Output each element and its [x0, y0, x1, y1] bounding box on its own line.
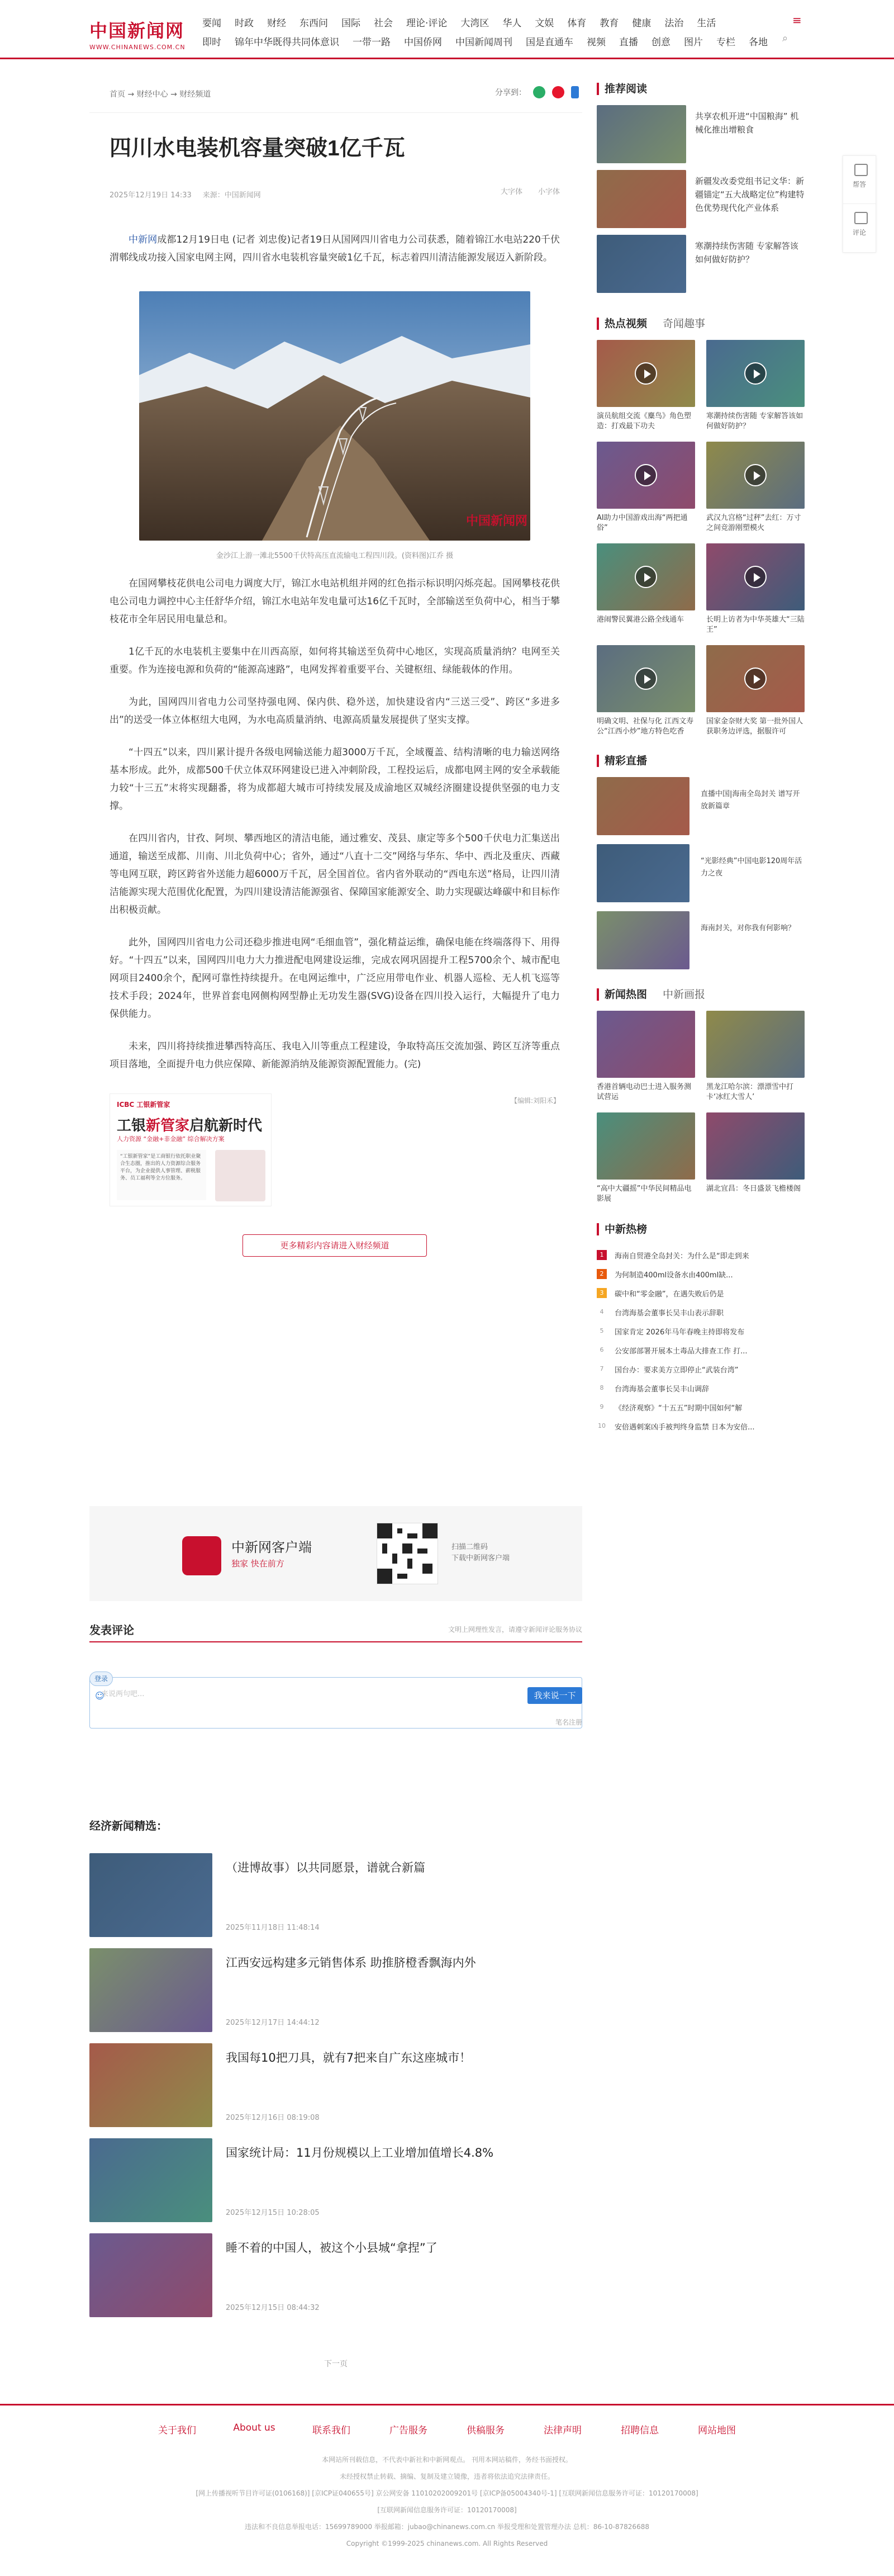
- article-paragraph: 在国网攀枝花供电公司电力调度大厅，锦江水电站机组并网的红色指示标识明闪烁亮起。国网攀枝花供电公司电力调控中心主任舒华介绍，锦江水电站年发电量可达16亿千瓦时，全部输送至负荷中心，相当于攀枝花市全年居民用电量总和。: [110, 578, 560, 625]
- recommend-item[interactable]: [597, 105, 805, 165]
- video-title[interactable]: 明确文明、社保与化 江西文寿公“江西小炒”地方特色吃香: [597, 717, 694, 736]
- hot-list-item[interactable]: [597, 1341, 805, 1360]
- nav-row-primary: [202, 12, 811, 31]
- news-thumbnail[interactable]: [89, 2233, 212, 2317]
- share-bar: [495, 86, 579, 98]
- comment-header: [89, 1621, 582, 1642]
- news-time: 2025年11月18日 11:48:14: [226, 1924, 320, 1932]
- hot-image-sub-tab[interactable]: 中新画报: [663, 988, 706, 1001]
- play-icon[interactable]: [744, 362, 767, 385]
- hot-title[interactable]: 安倍遇刺案凶手被判终身监禁 日本为安倍...: [615, 1423, 755, 1432]
- hot-list-item[interactable]: [597, 1303, 805, 1322]
- hot-list-item[interactable]: [597, 1284, 805, 1303]
- nav-item[interactable]: 中国新闻周刊: [455, 36, 512, 48]
- icbc-logo: ICBC 工银新管家: [117, 1101, 170, 1109]
- video-thumbnail[interactable]: [706, 340, 805, 407]
- login-avatar[interactable]: 登录: [89, 1671, 113, 1686]
- article-paragraph: 为此，国网四川省电力公司坚持强电网、保内供、稳外送，加快建设省内“三送三受”、跨区“多进多出”的送受一体立体枢纽大电网，为水电高质量消纳、电源高质量发展提供了坚实支撑。: [110, 697, 560, 726]
- footer-line: Copyright ©1999-2025 chinanews.com. All Rights Reserved: [346, 2540, 548, 2547]
- news-title[interactable]: 睡不着的中国人，被这个小县城“拿捏”了: [226, 2241, 438, 2255]
- icbc-person-image: [215, 1150, 265, 1201]
- comment-section: [89, 1621, 582, 1729]
- article-time: 2025年12月19日 14:33: [110, 191, 192, 200]
- floating-toolbar: [843, 155, 876, 253]
- news-time: 2025年12月16日 08:19:08: [226, 2114, 320, 2122]
- nav-item[interactable]: 国是直通车: [526, 36, 573, 48]
- hot-image-heading: 新闻热图 中新画报: [597, 988, 805, 1001]
- rank-number: 4: [600, 1308, 604, 1315]
- nav-item[interactable]: 国际: [341, 17, 360, 29]
- hot-image-title[interactable]: 湖北宜昌：冬日盛景飞檐楼阁: [706, 1185, 801, 1193]
- live-thumbnail[interactable]: [597, 911, 689, 969]
- article-paragraph: 1亿千瓦的水电装机主要集中在川西高原，如何将其输送至负荷中心地区，实现高质量消纳？电网至关重要。作为连接电源和负荷的“能源高速路”，电网发挥着重要平台、关键枢纽、绿能载体的作用。: [110, 646, 560, 675]
- nav-item[interactable]: 大湾区: [460, 17, 489, 29]
- footer-nav: [0, 2422, 894, 2436]
- video-heading: 热点视频 奇闻趣事: [597, 318, 805, 330]
- nav-item[interactable]: 教育: [600, 17, 619, 29]
- play-icon[interactable]: [744, 566, 767, 588]
- play-icon[interactable]: [635, 464, 657, 486]
- nav-item[interactable]: 东西问: [299, 17, 328, 29]
- comment-button[interactable]: 评论: [843, 204, 876, 252]
- footer-link[interactable]: 关于我们: [158, 2425, 196, 2436]
- video-item[interactable]: [706, 340, 805, 433]
- footer-link[interactable]: About us: [233, 2422, 275, 2433]
- nav-item[interactable]: 财经: [267, 17, 286, 29]
- comment-footnote[interactable]: 笔名注册: [555, 1718, 582, 1726]
- rank-number: 7: [600, 1365, 604, 1372]
- recommend-title[interactable]: 共享农机开进“中国粮海” 机械化推出增粮食: [695, 111, 799, 135]
- video-title[interactable]: AI助力中国游戏出海“两把通俗”: [597, 514, 688, 532]
- emoji-icon[interactable]: ☺: [95, 1690, 104, 1701]
- icbc-tagline: 人力资源 “金融+非金融” 综合解决方案: [117, 1135, 225, 1143]
- recommend-item[interactable]: [597, 170, 805, 230]
- app-slogan: 独家 快在前方: [231, 1559, 284, 1569]
- qr-code: [377, 1523, 438, 1584]
- hot-image-item[interactable]: [597, 1011, 695, 1104]
- footer-link[interactable]: 供稿服务: [467, 2425, 505, 2436]
- hot-image-thumbnail[interactable]: [706, 1011, 805, 1078]
- recommend-title[interactable]: 寒潮持续伤害随 专家解答该如何做好防护？: [695, 241, 798, 264]
- article-paragraph: 中新网成都12月19日电 (记者 刘忠俊)记者19日从国网四川省电力公司获悉，随着锦江水电站220千伏渭郫线成功接入国家电网主网，四川省水电装机容量突破1亿千瓦，标志着四川清洁能源发展迈入新阶段。: [110, 234, 560, 263]
- site-header: [0, 0, 894, 59]
- play-icon[interactable]: [635, 667, 657, 690]
- video-item[interactable]: [597, 645, 695, 738]
- svg-text:中国新闻网: 中国新闻网: [466, 514, 528, 528]
- hot-image-item[interactable]: [706, 1011, 805, 1104]
- icbc-ad[interactable]: [110, 1093, 272, 1206]
- nav-item[interactable]: 图片: [684, 36, 703, 48]
- mobile-icon[interactable]: [571, 86, 579, 98]
- video-item[interactable]: [597, 543, 695, 636]
- hot-list-item[interactable]: [597, 1322, 805, 1341]
- rank-number: 2: [597, 1269, 607, 1279]
- video-thumbnail[interactable]: [706, 645, 805, 712]
- video-title[interactable]: 长明上访者为中华英雄大“三陆王”: [706, 615, 805, 634]
- news-list-item[interactable]: [89, 2138, 582, 2223]
- app-logo-icon: [182, 1536, 221, 1575]
- main-nav: [202, 12, 811, 50]
- source-link[interactable]: 中新网: [129, 234, 158, 245]
- icbc-headline: 工银新管家启航新时代: [117, 1117, 263, 1134]
- play-icon[interactable]: [635, 362, 657, 385]
- video-title[interactable]: 港闹警民翼港公路全线通车: [597, 615, 684, 624]
- comment-input[interactable]: [89, 1677, 582, 1729]
- rank-number: 9: [600, 1403, 604, 1410]
- video-title[interactable]: 国家金奈财大奖 第一批外国人获职务边评选，据服许可: [706, 717, 803, 736]
- hot-title[interactable]: 碳中和“零金融”，在遇失败后仍是: [615, 1290, 724, 1299]
- footer-link[interactable]: 网站地图: [698, 2425, 736, 2436]
- share-label: 分享到：: [495, 88, 526, 97]
- video-item[interactable]: [706, 543, 805, 636]
- nav-item[interactable]: 创意: [652, 36, 670, 48]
- hot-image-thumbnail[interactable]: [597, 1112, 695, 1180]
- nav-item[interactable]: 锦年中华既得共同体意识: [235, 36, 339, 48]
- video-item[interactable]: [706, 442, 805, 534]
- sidebar: [597, 83, 805, 1436]
- live-title[interactable]: 直播中国|海南全岛封关 谱写开放新篇章: [701, 790, 800, 811]
- send-comment-button[interactable]: 我来说一下: [527, 1687, 582, 1704]
- news-thumbnail[interactable]: [89, 1853, 212, 1937]
- comment-placeholder: 来说两句吧...: [101, 1690, 145, 1698]
- video-sub-tab[interactable]: 奇闻趣事: [663, 318, 706, 330]
- photo-caption: 金沙江上游一滩北5500千伏特高压直流输电工程四川段。(资料图)江乔 摄: [216, 552, 454, 560]
- news-title[interactable]: 我国每10把刀具，就有7把来自广东这座城市！: [226, 2051, 472, 2064]
- footer-line: 本网站所刊载信息，不代表中新社和中新网观点。 刊用本网站稿件，务经书面授权。: [322, 2456, 572, 2464]
- video-thumbnail[interactable]: [597, 442, 695, 509]
- footer-link[interactable]: 招聘信息: [621, 2425, 659, 2436]
- recommend-thumbnail[interactable]: [597, 105, 686, 163]
- hot-title[interactable]: 国家肯定 2026年马年春晚主持即将发布: [615, 1328, 745, 1337]
- news-title[interactable]: 国家统计局：11月份规模以上工业增加值增长4.8%: [226, 2146, 494, 2160]
- site-footer: [0, 2404, 894, 2576]
- wechat-icon[interactable]: [533, 86, 545, 98]
- live-title[interactable]: 海南封关，对你我有何影响？: [701, 924, 796, 932]
- rank-number: 8: [600, 1384, 604, 1391]
- weibo-icon[interactable]: [552, 86, 564, 98]
- breadcrumb[interactable]: 首页 → 财经中心 → 财经频道: [110, 90, 211, 99]
- hot-title[interactable]: 公安部部署开展本土毒品大排查工作 打...: [615, 1347, 748, 1356]
- video-item[interactable]: [597, 340, 695, 433]
- hot-list-item[interactable]: [597, 1246, 805, 1265]
- news-title[interactable]: 江西安远构建多元销售体系 助推脐橙香飘海内外: [226, 1956, 476, 1969]
- hot-list-item[interactable]: [597, 1265, 805, 1284]
- news-thumbnail[interactable]: [89, 2043, 212, 2127]
- economy-picks: [89, 1817, 582, 2318]
- footer-line: 违法和不良信息举报电话：15699789000 举报邮箱：jubao@chinanews.com.cn 举报受理和处置管理办法 总机：86-10-87826688: [245, 2523, 649, 2531]
- hot-list-item[interactable]: [597, 1360, 805, 1379]
- hot-image-item[interactable]: [706, 1112, 805, 1205]
- footer-link[interactable]: 联系我们: [312, 2425, 350, 2436]
- nav-item[interactable]: 一带一路: [353, 36, 391, 48]
- rank-number: 3: [597, 1288, 607, 1298]
- hot-image-thumbnail[interactable]: [706, 1112, 805, 1180]
- play-icon[interactable]: [635, 566, 657, 588]
- nav-item[interactable]: 健康: [632, 17, 652, 29]
- menu-icon[interactable]: ≡: [792, 13, 802, 27]
- article-meta: [110, 189, 560, 200]
- news-list-item[interactable]: [89, 2233, 582, 2318]
- footer-link[interactable]: 广告服务: [389, 2425, 427, 2436]
- hot-image-title[interactable]: “高中大疆摇”中华民间精品电影展: [597, 1185, 692, 1203]
- news-title[interactable]: （进博故事）以共同愿景，谱就合新篇: [226, 1861, 425, 1874]
- recommend-thumbnail[interactable]: [597, 170, 686, 228]
- ad-area: [110, 1093, 560, 1209]
- hot-title[interactable]: 为何制造400ml设备水由400ml缺...: [615, 1271, 733, 1280]
- news-list-item[interactable]: [89, 1948, 582, 2033]
- article-title: 四川水电装机容量突破1亿千瓦: [110, 136, 405, 160]
- font-size-controls: [501, 186, 560, 196]
- play-icon[interactable]: [744, 667, 767, 690]
- nav-item[interactable]: 中国侨网: [404, 36, 442, 48]
- search-icon[interactable]: ⌕: [782, 32, 788, 44]
- news-time: 2025年12月15日 08:44:32: [226, 2304, 320, 2312]
- recommend-thumbnail[interactable]: [597, 235, 686, 293]
- rank-number: 1: [597, 1250, 607, 1260]
- live-title[interactable]: “光影经典”中国电影120周年活力之夜: [701, 857, 802, 878]
- nav-item[interactable]: 专栏: [716, 36, 735, 48]
- video-thumbnail[interactable]: [597, 543, 695, 610]
- video-thumbnail[interactable]: [597, 645, 695, 712]
- article-paragraph: “十四五”以来，四川累计提升各级电网输送能力超3000万千瓦，全域覆盖、结构清晰的电力输送网络基本形成。此外，成都500千伏立体双环网建设已进入冲刺阶段，工程投运后，成都电网主网的安全承载能力较“十三五”末将实现翻番，将为成都超大城市可持续发展及成渝地区双城经济圈建设提供坚强的电力支撑。: [110, 747, 560, 812]
- nav-item[interactable]: 时政: [235, 17, 254, 29]
- article-paragraph: 在四川省内，甘孜、阿坝、攀西地区的清洁电能，通过雅安、茂县、康定等多个500千伏电力汇集送出通道，输送至成都、川南、川北负荷中心；省外，通过“八直十二交”网络与华东、华中、西北及重庆、西藏等电网互联，跨区跨省外送能力超6000万千瓦，居全国首位。省内省外联动的“西电东送”格局，让四川清洁能源实现大范围优化配置，为四川建设清洁能源强省、保障国家能源安全、助力实现碳达峰碳中和目标作出积极贡献。: [110, 833, 560, 916]
- rank-number: 6: [600, 1346, 604, 1353]
- video-thumbnail[interactable]: [597, 340, 695, 407]
- live-item[interactable]: [597, 844, 805, 905]
- article-body: [89, 131, 582, 1257]
- nav-item[interactable]: 文娱: [535, 17, 554, 29]
- article-paragraph: 未来，四川将持续推进攀西特高压、我电入川等重点工程建设，争取特高压交流加强、跨区互济等重点项目落地，全面提升电力供应保障、新能源消纳及能源资源配置能力。(完): [110, 1041, 560, 1070]
- hot-list-heading: 中新热榜: [597, 1223, 805, 1235]
- logo-url: WWW.CHINANEWS.COM.CN: [89, 44, 186, 51]
- hot-title[interactable]: 台湾海基会董事长吴丰山调辞: [615, 1385, 710, 1394]
- hot-image-title[interactable]: 香港首辆电动巴士进入服务测试营运: [597, 1083, 692, 1101]
- video-item[interactable]: [597, 442, 695, 534]
- news-thumbnail[interactable]: [89, 2138, 212, 2222]
- recommend-item[interactable]: [597, 235, 805, 295]
- nav-item[interactable]: 要闻: [202, 17, 221, 29]
- hot-title[interactable]: 《经济观察》“十五五”时期中国如何“解: [615, 1404, 743, 1413]
- recommend-heading: 推荐阅读: [597, 83, 805, 95]
- nav-item[interactable]: 华人: [502, 17, 522, 29]
- qr-text: 扫描二维码 下载中新网客户端: [451, 1543, 510, 1562]
- video-thumbnail[interactable]: [706, 442, 805, 509]
- nav-item[interactable]: 法治: [664, 17, 684, 29]
- news-list-item[interactable]: [89, 1853, 582, 1938]
- comment-title: 发表评论: [89, 1623, 134, 1637]
- footer-line: [网上传播视听节目许可证(0106168)] [京ICP证040655号] 京公网安备 11010202009201号 [京ICP备05004340号-1] [互联网新闻信息服务许可证：10120170008]: [196, 2489, 698, 2497]
- hot-image-title[interactable]: 黑龙江哈尔滨：漂漂雪中打卡‘冰红大雪人’: [706, 1083, 794, 1101]
- hot-image-item[interactable]: [597, 1112, 695, 1205]
- app-download-banner[interactable]: [89, 1506, 582, 1601]
- nav-item[interactable]: 社会: [374, 17, 393, 29]
- nav-item[interactable]: 各地: [749, 36, 768, 48]
- hot-list-item[interactable]: [597, 1379, 805, 1398]
- live-item[interactable]: [597, 777, 805, 837]
- news-time: 2025年12月15日 10:28:05: [226, 2209, 320, 2217]
- play-icon[interactable]: [744, 464, 767, 486]
- nav-item[interactable]: 视频: [587, 36, 606, 48]
- nav-item[interactable]: 即时: [202, 36, 221, 48]
- editor-tag: 【编辑:刘阳禾】: [510, 1097, 560, 1105]
- comment-rule[interactable]: 文明上网理性发言，请遵守新闻评论服务协议: [448, 1626, 582, 1633]
- live-heading: 精彩直播: [597, 755, 805, 767]
- footer-line: [互联网新闻信息服务许可证：10120170008]: [377, 2506, 517, 2514]
- article-photo: [139, 291, 530, 541]
- video-title[interactable]: 演员航组交流《麋鸟》角色塑造：打戏最下功夫: [597, 412, 692, 430]
- video-item[interactable]: [706, 645, 805, 738]
- hot-list-item[interactable]: [597, 1417, 805, 1436]
- font-small-button[interactable]: 小字体: [538, 188, 560, 196]
- article-column: [89, 73, 582, 1257]
- article-paragraph: 此外，国网四川省电力公司还稳步推进电网“毛细血管”，强化精益运维，确保电能在终端落得下、用得好。“十四五”以来，国网四川电力大力推进配电网建设运维，完成农网巩固提升工程5700余个、城市配电网项目2400余个，配网可靠性持续提升。在电网运维中，广泛应用带电作业、机器人巡检、无人机飞巡等技术手段；2024年，世界首套电网侧构网型静止无功发生器(SVG)设备在四川投入运行，大幅提升了电力保供能力。: [110, 937, 560, 1020]
- picks-title: 经济新闻精选：: [89, 1819, 168, 1832]
- footer-line: 未经授权禁止转载、摘编、复制及建立镜像，违者将依法追究法律责任。: [339, 2473, 554, 2480]
- hot-title[interactable]: 海南自贸港全岛封关：为什么是“即走到来: [615, 1252, 749, 1261]
- logo-text: 中国新闻网: [89, 20, 185, 41]
- video-thumbnail[interactable]: [706, 543, 805, 610]
- hot-title[interactable]: 国台办：要求美方立即停止“武装台湾”: [615, 1366, 739, 1375]
- hot-list-item[interactable]: [597, 1398, 805, 1417]
- live-item[interactable]: [597, 911, 805, 972]
- next-page-link[interactable]: 下一页: [324, 2360, 348, 2369]
- live-thumbnail[interactable]: [597, 844, 689, 902]
- app-name: 中新网客户端: [231, 1540, 312, 1555]
- font-big-button[interactable]: 大字体: [500, 188, 522, 196]
- hot-image-thumbnail[interactable]: [597, 1011, 695, 1078]
- article-source: 来源：中国新闻网: [202, 191, 261, 200]
- nav-item[interactable]: 理论·评论: [406, 17, 448, 29]
- help-button[interactable]: 帮答: [843, 156, 876, 204]
- rank-number: 10: [598, 1422, 606, 1429]
- rank-number: 5: [600, 1327, 604, 1334]
- news-thumbnail[interactable]: [89, 1948, 212, 2032]
- nav-item[interactable]: 体育: [567, 17, 587, 29]
- news-list-item[interactable]: [89, 2043, 582, 2128]
- more-content-button[interactable]: 更多精彩内容请进入财经频道: [242, 1234, 427, 1257]
- recommend-title[interactable]: 新疆发改委党组书记文华：新疆锚定“五大战略定位”构建特色优势现代化产业体系: [695, 176, 805, 213]
- nav-item[interactable]: 直播: [619, 36, 638, 48]
- nav-item[interactable]: 生活: [697, 17, 716, 29]
- video-title[interactable]: 武汉九宫格“过秤”去红：万寸之间竞游刚塑模火: [706, 514, 801, 532]
- video-title[interactable]: 寒潮持续伤害随 专家解答该如何做好防护？: [706, 412, 803, 430]
- footer-link[interactable]: 法律声明: [544, 2425, 582, 2436]
- live-thumbnail[interactable]: [597, 777, 689, 835]
- site-logo[interactable]: [89, 17, 218, 50]
- nav-row-secondary: [202, 31, 811, 50]
- news-time: 2025年12月17日 14:44:12: [226, 2019, 320, 2027]
- icbc-body: “工银新管家”是工商银行依托职业聚合生态圈，推出的人力资源综合服务平台，为企业提供人事管理、薪税服务、员工福利等全方位服务。: [117, 1150, 206, 1200]
- hot-title[interactable]: 台湾海基会董事长吴丰山表示辞职: [615, 1309, 724, 1318]
- breadcrumb-bar: [89, 73, 582, 113]
